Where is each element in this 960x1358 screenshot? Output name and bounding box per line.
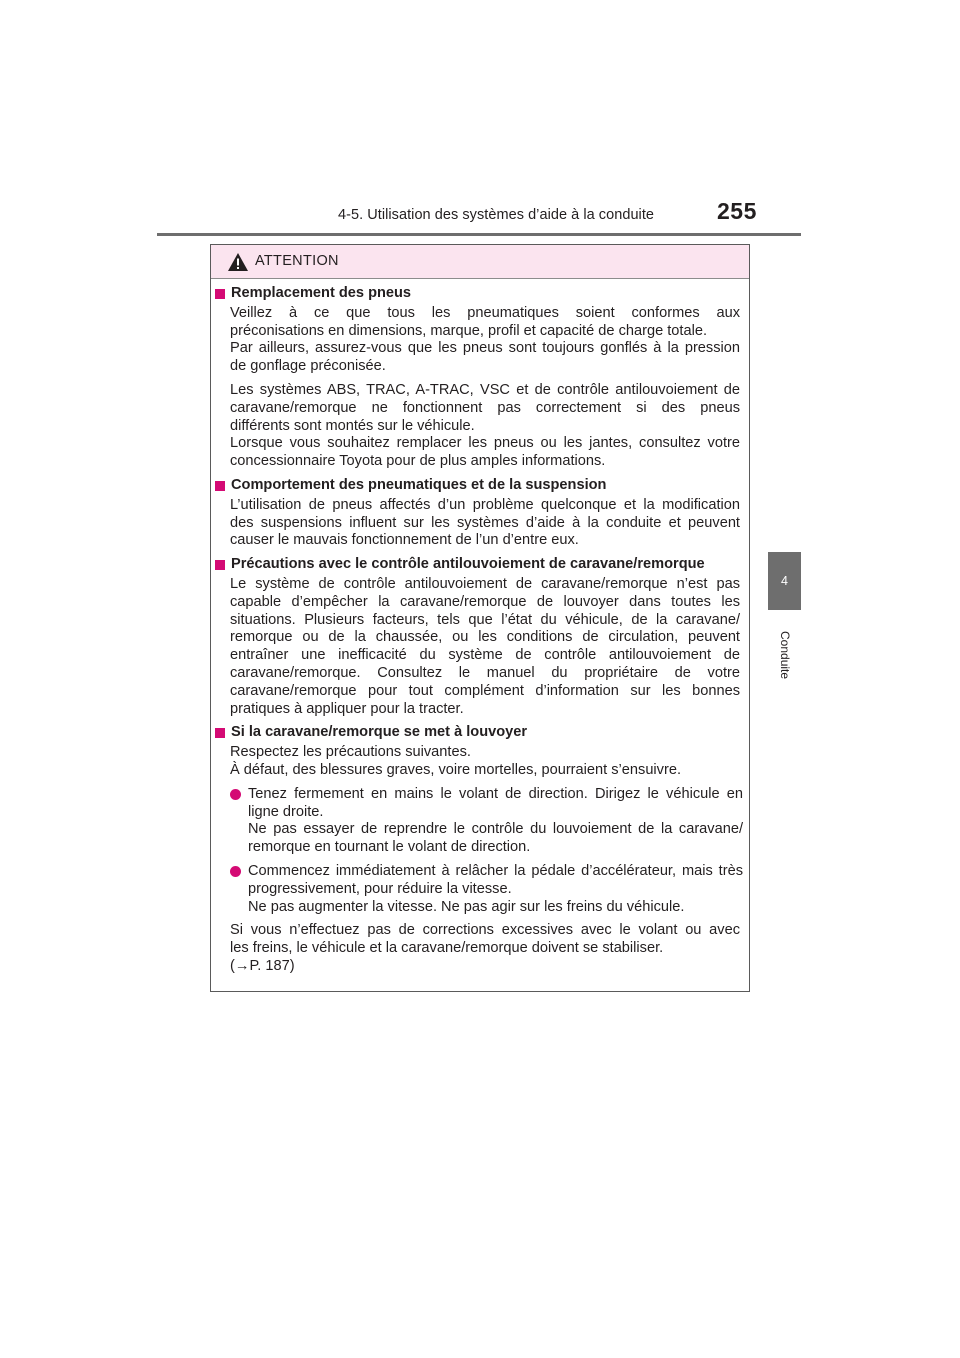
text-line: ligne droite. xyxy=(248,803,324,820)
warning-title: ATTENTION xyxy=(255,253,339,269)
text-line: Ne pas augmenter la vitesse. Ne pas agir sur les freins du véhicule. xyxy=(248,898,685,915)
text-line: causer le mauvais fonctionnement de l’un d’entre eux. xyxy=(230,532,579,549)
text-line: Lorsque vous souhaitez remplacer les pneus ou les jantes, consultez votre xyxy=(230,435,740,452)
square-bullet-icon xyxy=(215,560,225,570)
section-heading-text: Précautions avec le contrôle antilouvoiement de caravane/remorque xyxy=(231,556,705,573)
text-line: les freins, le véhicule et la caravane/remorque doivent se stabiliser. xyxy=(230,940,664,957)
section-heading xyxy=(212,477,749,495)
text-line: Tenez fermement en mains le volant de direction. Dirigez le véhicule en xyxy=(248,785,743,802)
text-line: de gonflage préconisée. xyxy=(230,358,386,375)
chapter-tab[interactable]: 4 xyxy=(768,552,801,610)
paragraph xyxy=(230,305,740,376)
text-line: Par ailleurs, assurez-vous que les pneus sont toujours gonflés à la pression xyxy=(230,340,740,357)
text-line: capable d’empêcher la caravane/remorque de louvoyer dans toutes les xyxy=(230,593,740,610)
bullet-item xyxy=(248,863,743,916)
warning-box xyxy=(210,244,750,992)
section-heading-text: Si la caravane/remorque se met à louvoyer xyxy=(231,724,528,741)
text-line: Respectez les précautions suivantes. xyxy=(230,744,471,761)
text-line: L’utilisation de pneus affectés d’un problème quelconque et la modification xyxy=(230,496,740,513)
text-line: caravane/remorque pour tout complément d’information sur les bonnes xyxy=(230,682,740,699)
text-line: préconisations en dimensions, marque, profil et capacité de charge totale. xyxy=(230,322,708,339)
text-line: caravane/remorque ne fonctionnent pas correctement si des pneus xyxy=(230,399,740,416)
running-header-section: 4-5. Utilisation des systèmes d’aide à la conduite xyxy=(338,207,655,223)
text-line: des suspensions influent sur les systèmes d’aide à la conduite et peuvent xyxy=(230,514,740,531)
text-line: Ne pas essayer de reprendre le contrôle du louvoiement de la caravane/ xyxy=(248,821,743,838)
paragraph xyxy=(230,382,740,471)
text-line: (→P. 187) xyxy=(230,957,295,974)
paragraph xyxy=(230,922,740,975)
text-line: Le système de contrôle antilouvoiement de caravane/remorque n’est pas xyxy=(230,575,740,592)
paragraph xyxy=(230,497,740,550)
text-line: concessionnaire Toyota pour de plus amples informations. xyxy=(230,453,606,470)
round-bullet-icon xyxy=(230,866,241,877)
text-line: Les systèmes ABS, TRAC, A-TRAC, VSC et de contrôle antilouvoiement de xyxy=(230,381,740,398)
warning-body xyxy=(211,285,749,982)
square-bullet-icon xyxy=(215,289,225,299)
warning-section xyxy=(211,556,749,718)
text-line: situations. Plusieurs facteurs, tels que l’état du véhicule, de la caravane/ xyxy=(230,611,740,628)
text-line: Veillez à ce que tous les pneumatiques soient conformes aux xyxy=(230,304,740,321)
section-heading-text: Comportement des pneumatiques et de la suspension xyxy=(231,476,607,493)
warning-section xyxy=(211,285,749,471)
section-heading-text: Remplacement des pneus xyxy=(231,285,412,301)
text-line: caravane/remorque. Consultez le manuel du propriétaire de votre xyxy=(230,664,740,681)
square-bullet-icon xyxy=(215,728,225,738)
round-bullet-icon xyxy=(230,789,241,800)
section-heading xyxy=(212,285,749,303)
text-line: remorque en tournant le volant de direction. xyxy=(248,839,531,856)
text-line: À défaut, des blessures graves, voire mortelles, pourraient s’ensuivre. xyxy=(230,761,682,778)
text-line: pratiques à appliquer pour la tracter. xyxy=(230,700,464,717)
warning-section xyxy=(211,477,749,550)
warning-header xyxy=(211,245,749,279)
warning-section xyxy=(211,724,749,975)
section-heading xyxy=(212,724,749,742)
text-line: Commencez immédiatement à relâcher la pédale d’accélérateur, mais très xyxy=(248,862,743,879)
header-rule xyxy=(157,233,801,236)
chapter-label: Conduite xyxy=(778,630,792,680)
square-bullet-icon xyxy=(215,481,225,491)
section-heading xyxy=(212,556,749,574)
text-line: différents sont montés sur le véhicule. xyxy=(230,417,475,434)
text-line: Si vous n’effectuez pas de corrections excessives avec le volant ou avec xyxy=(230,922,740,939)
bullet-item xyxy=(248,786,743,857)
page-number: 255 xyxy=(717,198,757,224)
paragraph xyxy=(230,576,740,718)
text-line: remorque ou de la chaussée, ou les conditions de circulation, peuvent xyxy=(230,629,740,646)
text-line: progressivement, pour réduire la vitesse. xyxy=(248,880,512,897)
warning-triangle-icon xyxy=(227,252,249,272)
text-line: entraîner une inefficacité du système de contrôle antilouvoiement de xyxy=(230,647,740,664)
paragraph xyxy=(230,744,740,780)
